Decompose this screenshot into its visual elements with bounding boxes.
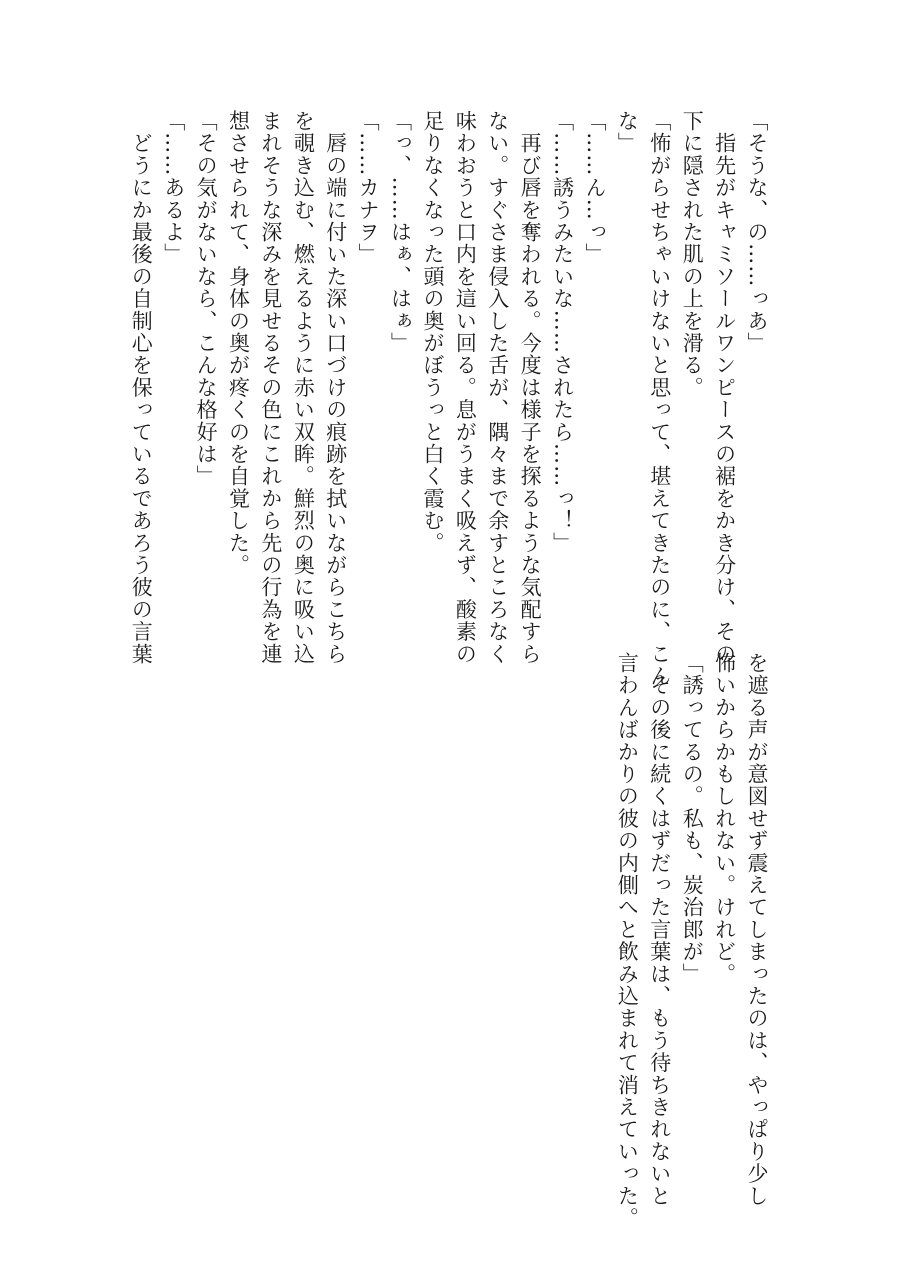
- text-line: 「その気がないなら、こんな格好は」: [194, 110, 219, 488]
- text-line: 言わんばかりの彼の内側へと飲み込まれて消えていった。: [615, 652, 640, 1230]
- text-line: 「……カナヲ」: [356, 110, 381, 266]
- text-line: 「……あるよ」: [161, 110, 186, 266]
- text-line: まれそうな深みを見せるその色にこれから先の行為を連: [258, 110, 283, 665]
- text-line: 指先がキャミソールワンピースの裾をかき分け、その: [712, 110, 737, 665]
- text-line: 「……ん…っ」: [582, 110, 607, 266]
- text-line: 「そうな、の……っあ」: [745, 110, 769, 355]
- text-line: 「っ、……はぁ、はぁ」: [388, 110, 413, 355]
- text-line: 「怖がらせちゃいけないと思って、堪えてきたのに、こん: [647, 110, 672, 688]
- text-line: を覗き込む、燃えるように赤い双眸。鮮烈の奥に吸い込: [291, 110, 316, 666]
- text-line: な」: [615, 110, 640, 155]
- text-line: 想させられて、身体の奥が疼くのを自覚した。: [226, 110, 251, 577]
- text-line: 「……誘うみたいな……されたら……っ！」: [550, 110, 575, 554]
- text-block-bottom: [611, 652, 773, 1230]
- text-line: 足りなくなった頭の奥がぼうっと白く霞む。: [420, 110, 445, 554]
- text-line: どうにか最後の自制心を保っているであろう彼の言葉: [129, 110, 154, 665]
- text-block-top: [125, 110, 773, 688]
- text-line: を遮る声が意図せず震えてしまったのは、やっぱり少し: [745, 652, 769, 1207]
- text-line: 再び唇を奪われる。今度は様子を探るような気配すら: [518, 110, 543, 665]
- text-line: ない。すぐさま侵入した舌が、隅々まで余すところなく: [485, 110, 510, 665]
- text-line: その後に続くはずだった言葉は、もう待ちきれないと: [647, 652, 672, 1207]
- text-line: 「誘ってるの。私も、炭治郎が」: [680, 652, 705, 985]
- text-line: 味わおうと口内を這い回る。息がうまく吸えず、酸素の: [453, 110, 478, 665]
- text-line: 下に隠された肌の上を滑る。: [680, 110, 705, 399]
- text-line: 唇の端に付いた深い口づけの痕跡を拭いながらこちら: [323, 110, 348, 665]
- text-line: 怖いからかもしれない。けれど。: [712, 652, 737, 985]
